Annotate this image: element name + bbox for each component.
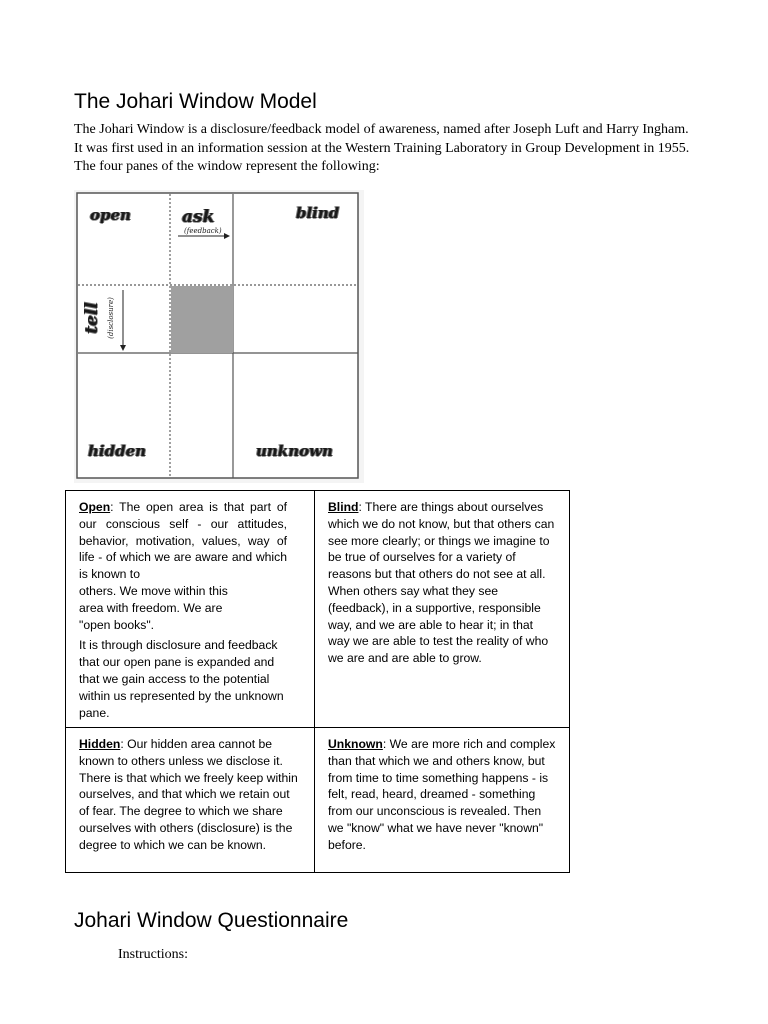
table-horizontal-divider bbox=[66, 727, 569, 728]
label-disclosure: (disclosure) bbox=[106, 297, 115, 339]
label-unknown: unknown bbox=[256, 442, 333, 460]
label-tell: tell bbox=[81, 302, 102, 334]
pane-blind bbox=[328, 499, 556, 667]
pane-hidden bbox=[79, 736, 303, 854]
questionnaire-title: Johari Window Questionnaire bbox=[74, 909, 349, 932]
shaded-area bbox=[171, 286, 233, 353]
label-ask: ask bbox=[182, 207, 215, 227]
page-title: The Johari Window Model bbox=[74, 90, 317, 113]
pane-open bbox=[79, 499, 287, 721]
label-open: open bbox=[90, 206, 131, 224]
term-hidden: Hidden bbox=[79, 737, 121, 751]
blind-text: : There are things about ourselves which we do not know, but that others can see more clearly; or things we imagine to be true of ourselves for a variety of reasons but that others do not see at all. When others say what they see (feedback), in a supportive, responsible way, and we are able to hear it; in that way we are able to test the reality of who we are and are able to grow. bbox=[328, 500, 555, 666]
term-open: Open bbox=[79, 500, 111, 514]
label-blind: blind bbox=[296, 204, 340, 222]
intro-paragraph: The Johari Window is a disclosure/feedback model of awareness, named after Joseph Luft and Harry Ingham. It was first used in an information session at the Western Training Laboratory in Group Development in 1955. The four panes of the window represent the following: bbox=[74, 122, 690, 174]
table-vertical-divider bbox=[314, 491, 315, 872]
johari-window-diagram bbox=[74, 190, 364, 483]
label-feedback: (feedback) bbox=[184, 227, 222, 235]
open-text-2: others. We move within this area with freedom. We are "open books". bbox=[79, 583, 228, 632]
hidden-text: : Our hidden area cannot be known to others unless we disclose it. There is that which we freely keep within ourselves, and that which we retain out of fear. The degree to which we share ourselves with others (disclosure) is the degree to which we can be known. bbox=[79, 737, 298, 852]
panes-table bbox=[65, 490, 570, 873]
unknown-text: : We are more rich and complex than that which we and others know, but from time to time something happens - is felt, read, heard, dreamed - something from our unconscious is revealed. Then we "know" what we have never "known" before. bbox=[328, 737, 556, 852]
term-blind: Blind bbox=[328, 500, 359, 514]
open-text-1: : The open area is that part of our conscious self - our attitudes, behavior, motivation, values, way of life - of which we are aware and which is known to bbox=[79, 500, 287, 582]
label-hidden: hidden bbox=[88, 442, 147, 460]
open-text-3: It is through disclosure and feedback that our open pane is expanded and that we gain access to the potential within us represented by the unknown pane. bbox=[79, 638, 284, 720]
instructions-label: Instructions: bbox=[118, 947, 188, 962]
term-unknown: Unknown bbox=[328, 737, 383, 751]
pane-unknown bbox=[328, 736, 560, 854]
